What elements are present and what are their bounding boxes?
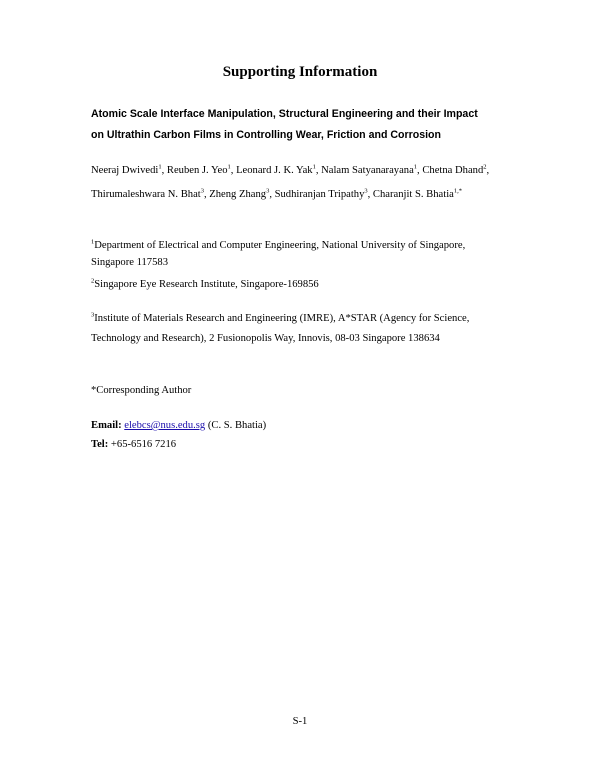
author-separator: , <box>315 165 322 176</box>
affiliation-line: Technology and Research), 2 Fusionopolis Way, Innovis, 08-03 Singapore 138634 <box>91 333 440 344</box>
affiliation-mark: 2 <box>91 277 95 285</box>
author-name: Nalam Satyanarayana <box>321 165 414 176</box>
paper-title <box>91 104 511 146</box>
tel-label: Tel: <box>91 439 109 450</box>
author-name: Chetna Dhand <box>422 165 484 176</box>
affiliation-1 <box>91 237 515 271</box>
author-separator: , <box>230 165 237 176</box>
author-separator: , <box>417 165 423 176</box>
author-list <box>91 159 515 207</box>
affiliation-line <box>91 276 515 293</box>
page-number: S-1 <box>292 716 308 727</box>
author-affiliation-mark: 3 <box>200 187 204 195</box>
paper-title-line-2: on Ultrathin Carbon Films in Controlling Wear, Friction and Corrosion <box>91 129 441 141</box>
email-owner: (C. S. Bhatia) <box>205 420 267 431</box>
author-name: Neeraj Dwivedi <box>91 165 159 176</box>
author-separator: , <box>203 189 210 200</box>
author-affiliation-mark: 1 <box>227 163 231 171</box>
affiliation-2 <box>91 276 515 293</box>
author-affiliation-mark: 1 <box>413 163 418 171</box>
affiliation-text: Singapore Eye Research Institute, Singapore-169856 <box>94 279 319 290</box>
author-separator: , <box>269 189 275 200</box>
affiliation-line <box>91 237 515 254</box>
supporting-information-heading: Supporting Information <box>222 64 378 80</box>
author-name: Thirumaleshwara N. Bhat <box>91 189 201 200</box>
email-link[interactable]: elebcs@nus.edu.sg <box>124 420 206 431</box>
affiliation-mark: 1 <box>91 238 95 246</box>
affiliation-3 <box>91 309 515 349</box>
author-affiliation-mark: 1 <box>312 163 316 171</box>
author-affiliation-mark: 3 <box>266 187 270 195</box>
author-name: Reuben J. Yeo <box>166 165 228 176</box>
author-separator: , <box>367 189 373 200</box>
affiliation-text: Department of Electrical and Computer Engineering, National University of Singapore, <box>94 240 466 251</box>
author-name: Charanjit S. Bhatia <box>372 189 454 200</box>
paper-title-line-1: Atomic Scale Interface Manipulation, Structural Engineering and their Impact <box>91 108 478 120</box>
affiliation-mark: 3 <box>91 311 95 319</box>
author-affiliation-mark: 1,* <box>453 187 462 195</box>
affiliation-line: Singapore 117583 <box>91 257 168 268</box>
author-name: Sudhiranjan Tripathy <box>274 189 365 200</box>
author-separator: , <box>161 165 167 176</box>
telephone-contact <box>91 439 176 450</box>
corresponding-author-note: *Corresponding Author <box>91 385 192 396</box>
affiliation-line <box>91 309 515 329</box>
author-affiliation-mark: 2 <box>483 163 487 171</box>
tel-number: +65-6516 7216 <box>108 439 177 450</box>
author-affiliation-mark: 3 <box>364 187 368 195</box>
email-label: Email: <box>91 420 122 431</box>
email-contact <box>91 420 266 431</box>
affiliation-text: Institute of Materials Research and Engineering (IMRE), A*STAR (Agency for Science, <box>94 313 470 324</box>
author-name: Leonard J. K. Yak <box>236 165 313 176</box>
author-name: Zheng Zhang <box>209 189 267 200</box>
author-line-1 <box>91 159 515 183</box>
author-affiliation-mark: 1 <box>158 163 162 171</box>
author-separator: , <box>486 165 490 176</box>
author-line-2 <box>91 183 515 207</box>
